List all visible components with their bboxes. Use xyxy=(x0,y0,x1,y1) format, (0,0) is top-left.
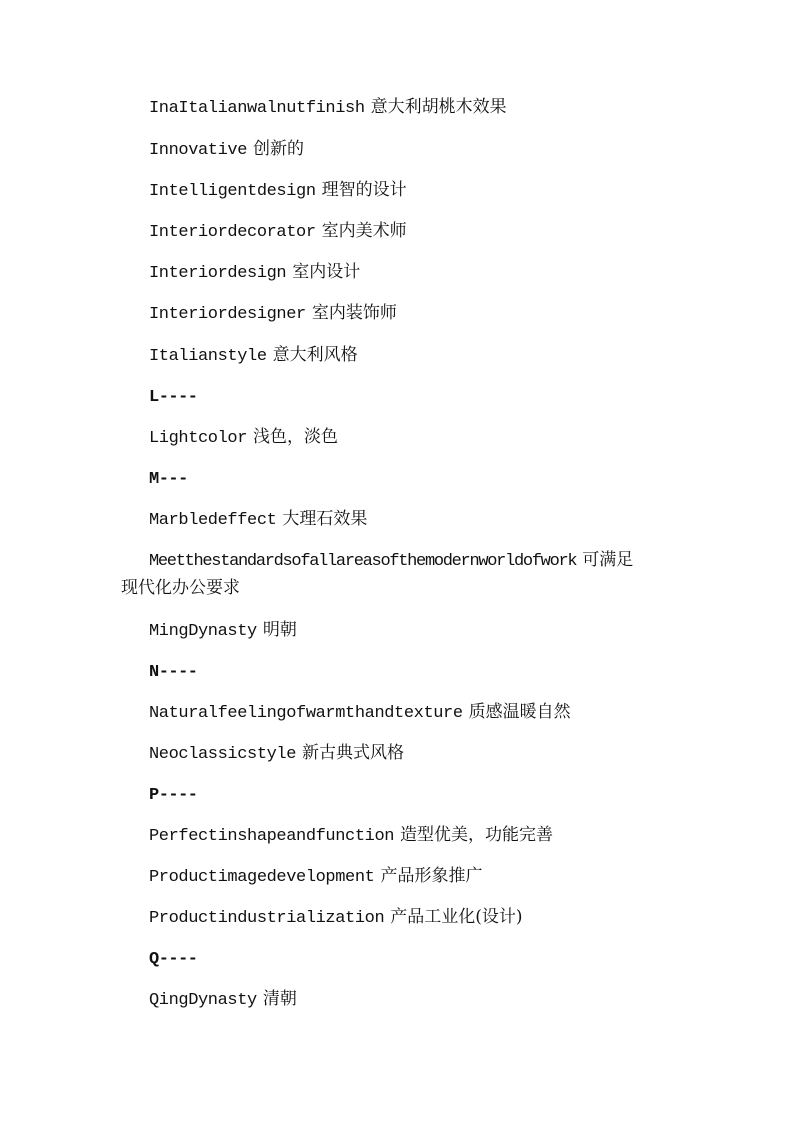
entry-term: Meetthestandardsofallareasofthemodernworldofwork xyxy=(149,552,577,571)
glossary-entry xyxy=(149,866,482,888)
entry-translation: 明朝 xyxy=(262,620,297,640)
entry-translation: 理智的设计 xyxy=(321,180,407,200)
entry-term: InaItalianwalnutfinish xyxy=(149,99,365,118)
glossary-entry xyxy=(149,620,297,642)
glossary-entry xyxy=(149,427,338,449)
entry-translation: 新古典式风格 xyxy=(302,743,405,763)
entry-translation: 创新的 xyxy=(253,139,305,159)
section-heading xyxy=(149,784,198,806)
entry-translation: 室内美术师 xyxy=(321,221,407,241)
entry-translation: 造型优美，功能完善 xyxy=(400,825,554,845)
entry-term: Productindustrialization xyxy=(149,909,385,928)
glossary-entry xyxy=(149,180,407,202)
section-letter: N---- xyxy=(149,663,198,682)
glossary-entry xyxy=(149,702,571,724)
entry-term: Perfectinshapeandfunction xyxy=(149,827,395,846)
entry-term: QingDynasty xyxy=(149,991,257,1010)
glossary-entry xyxy=(149,509,367,531)
glossary-entry xyxy=(149,825,553,847)
entry-translation-continued: 现代化办公要求 xyxy=(121,578,240,598)
entry-term: Naturalfeelingofwarmthandtexture xyxy=(149,704,463,723)
entry-translation: 大理石效果 xyxy=(282,509,368,529)
entry-term: Lightcolor xyxy=(149,429,248,448)
glossary-entry xyxy=(149,989,297,1011)
entry-translation: 可满足 xyxy=(582,550,634,570)
section-letter: P---- xyxy=(149,786,198,805)
entry-translation: 浅色，淡色 xyxy=(253,427,339,447)
entry-translation: 室内设计 xyxy=(292,262,361,282)
entry-term: Italianstyle xyxy=(149,347,267,366)
glossary-entry xyxy=(149,907,523,929)
entry-term: Intelligentdesign xyxy=(149,182,316,201)
section-letter: L---- xyxy=(149,388,198,407)
glossary-entry xyxy=(149,550,633,572)
entry-term: Interiordecorator xyxy=(149,223,316,242)
entry-translation: 产品形象推广 xyxy=(380,866,483,886)
entry-term: Innovative xyxy=(149,141,248,160)
glossary-entry xyxy=(149,345,358,367)
section-letter: Q---- xyxy=(149,950,198,969)
entry-translation: 质感温暖自然 xyxy=(468,702,571,722)
entry-translation: 室内装饰师 xyxy=(311,303,397,323)
entry-term: MingDynasty xyxy=(149,622,257,641)
section-heading xyxy=(149,386,198,408)
glossary-entry xyxy=(149,139,304,161)
glossary-entry xyxy=(149,262,360,284)
entry-term: Neoclassicstyle xyxy=(149,745,297,764)
section-letter: M--- xyxy=(149,470,188,489)
glossary-entry xyxy=(149,303,397,325)
entry-term: Interiordesigner xyxy=(149,305,306,324)
glossary-entry xyxy=(149,221,407,243)
entry-translation: 产品工业化(设计) xyxy=(390,907,523,927)
entry-term: Marbledeffect xyxy=(149,511,277,530)
entry-term: Interiordesign xyxy=(149,264,287,283)
section-heading xyxy=(149,661,198,683)
entry-translation: 清朝 xyxy=(262,989,297,1009)
entry-translation: 意大利风格 xyxy=(272,345,358,365)
section-heading xyxy=(149,948,198,970)
section-heading xyxy=(149,468,188,490)
glossary-entry xyxy=(149,743,404,765)
glossary-entry xyxy=(149,97,507,119)
entry-term: Productimagedevelopment xyxy=(149,868,375,887)
entry-translation: 意大利胡桃木效果 xyxy=(370,97,507,117)
